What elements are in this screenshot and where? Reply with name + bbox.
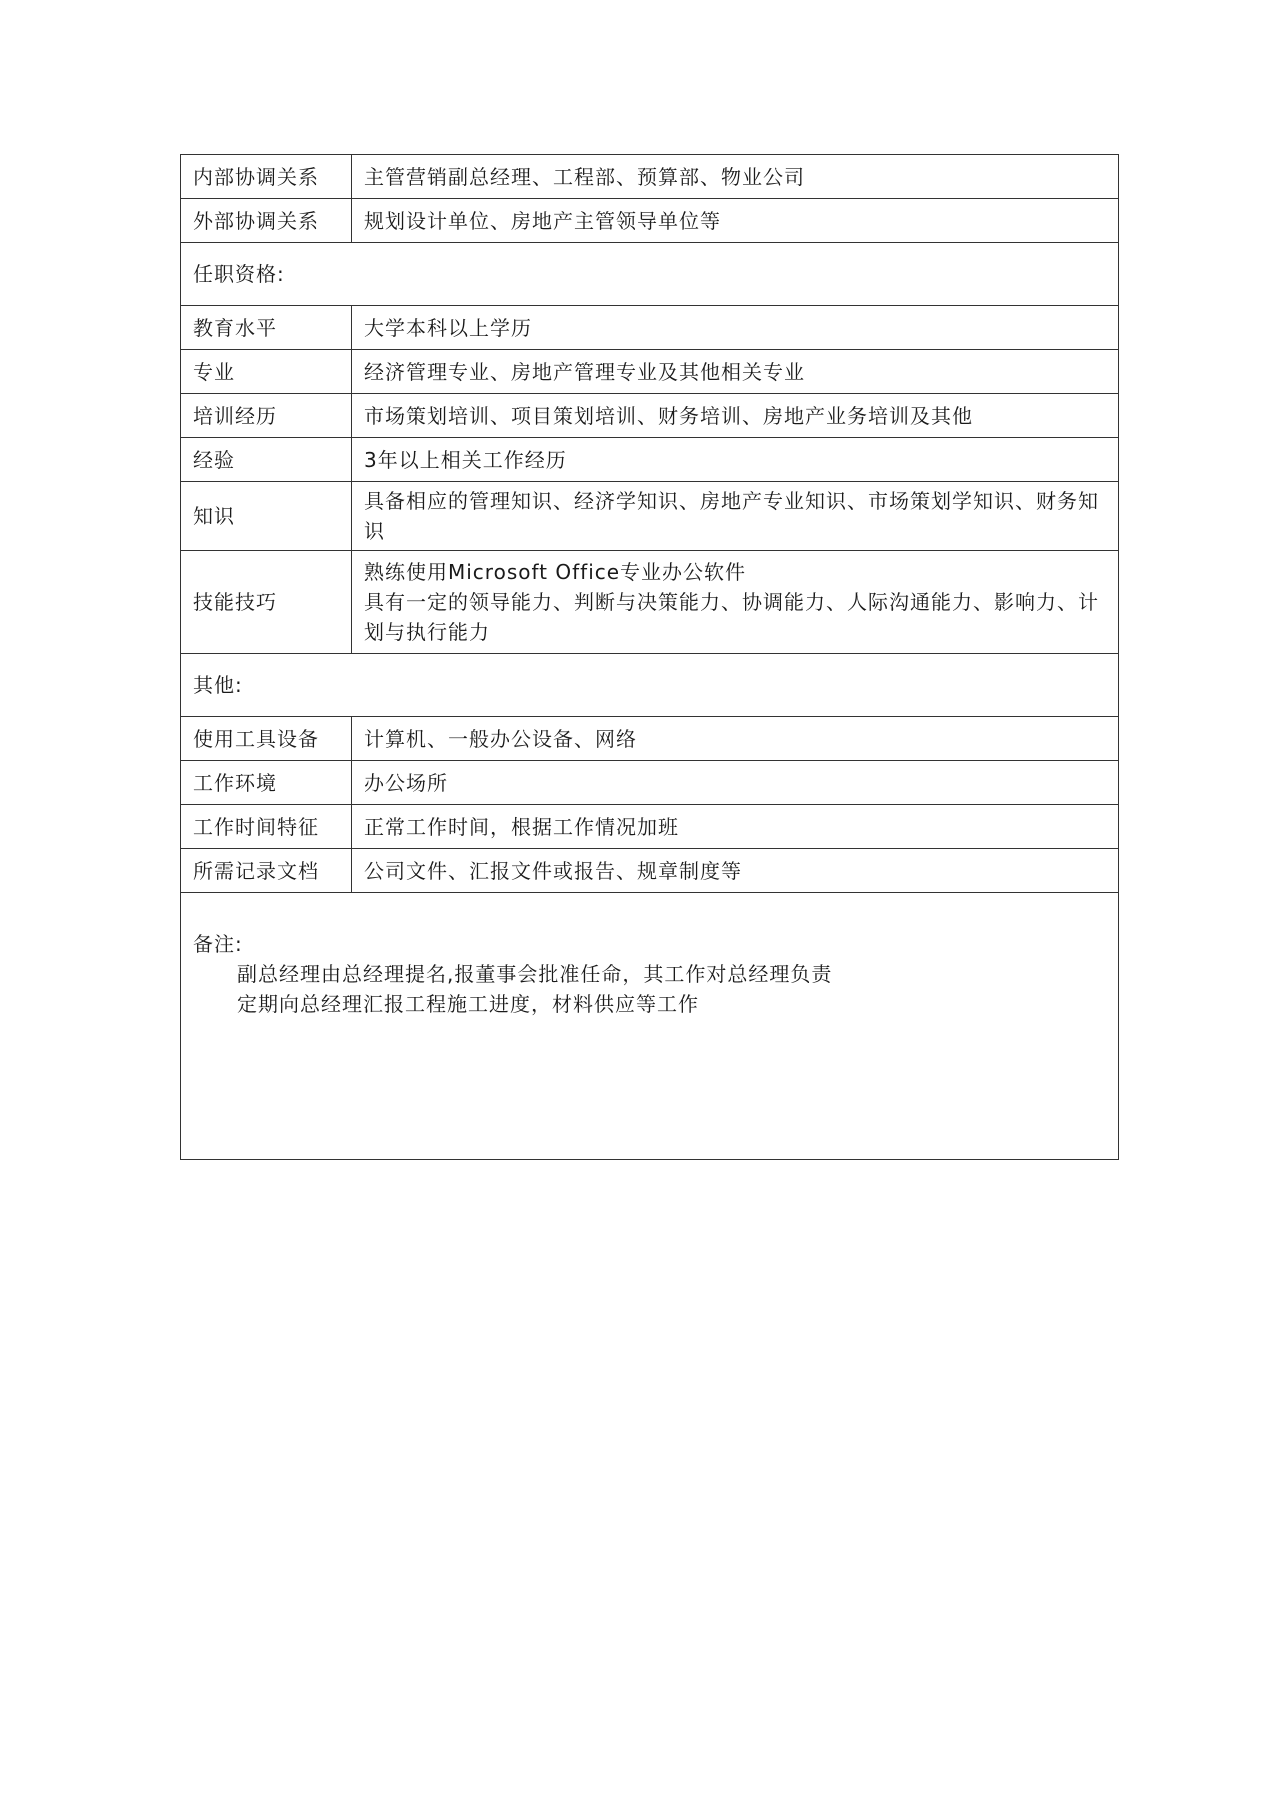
table-row xyxy=(181,438,1119,482)
row-value: 3年以上相关工作经历 xyxy=(352,438,1119,482)
row-value: 市场策划培训、项目策划培训、财务培训、房地产业务培训及其他 xyxy=(352,394,1119,438)
row-label: 外部协调关系 xyxy=(181,199,352,243)
table-row xyxy=(181,805,1119,849)
row-value: 主管营销副总经理、工程部、预算部、物业公司 xyxy=(352,155,1119,199)
row-label: 教育水平 xyxy=(181,306,352,350)
section-heading-qualifications: 任职资格: xyxy=(181,243,1119,306)
row-label: 知识 xyxy=(181,482,352,551)
section-row-qualifications xyxy=(181,243,1119,306)
table-row-skills xyxy=(181,551,1119,654)
section-heading-other: 其他: xyxy=(181,654,1119,717)
notes-cell xyxy=(181,893,1119,1160)
notes-line: 副总经理由总经理提名,报董事会批准任命，其工作对总经理负责 xyxy=(237,962,833,986)
table-row xyxy=(181,761,1119,805)
job-description-table xyxy=(180,154,1119,1160)
skills-value xyxy=(352,551,1119,654)
row-value: 具备相应的管理知识、经济学知识、房地产专业知识、市场策划学知识、财务知识 xyxy=(352,482,1119,551)
row-value: 规划设计单位、房地产主管领导单位等 xyxy=(352,199,1119,243)
row-value: 计算机、一般办公设备、网络 xyxy=(352,717,1119,761)
table-row xyxy=(181,155,1119,199)
row-value: 经济管理专业、房地产管理专业及其他相关专业 xyxy=(352,350,1119,394)
row-label: 经验 xyxy=(181,438,352,482)
table-row xyxy=(181,199,1119,243)
notes-row xyxy=(181,893,1119,1160)
section-row-other xyxy=(181,654,1119,717)
row-label: 专业 xyxy=(181,350,352,394)
table-row xyxy=(181,394,1119,438)
table-row xyxy=(181,849,1119,893)
skill-line: 熟练使用Microsoft Office专业办公软件 xyxy=(364,560,747,584)
row-label: 工作时间特征 xyxy=(181,805,352,849)
row-value: 大学本科以上学历 xyxy=(352,306,1119,350)
skill-line: 具有一定的领导能力、判断与决策能力、协调能力、人际沟通能力、影响力、计划与执行能力 xyxy=(364,590,1099,644)
row-label: 使用工具设备 xyxy=(181,717,352,761)
notes-line: 定期向总经理汇报工程施工进度，材料供应等工作 xyxy=(237,992,699,1016)
row-value: 正常工作时间，根据工作情况加班 xyxy=(352,805,1119,849)
row-value: 公司文件、汇报文件或报告、规章制度等 xyxy=(352,849,1119,893)
row-label: 所需记录文档 xyxy=(181,849,352,893)
table-row xyxy=(181,482,1119,551)
row-value: 办公场所 xyxy=(352,761,1119,805)
row-label: 培训经历 xyxy=(181,394,352,438)
table-row xyxy=(181,350,1119,394)
table-row xyxy=(181,306,1119,350)
row-label: 工作环境 xyxy=(181,761,352,805)
row-label: 内部协调关系 xyxy=(181,155,352,199)
table-row xyxy=(181,717,1119,761)
row-label: 技能技巧 xyxy=(181,551,352,654)
notes-title: 备注: xyxy=(193,932,243,956)
